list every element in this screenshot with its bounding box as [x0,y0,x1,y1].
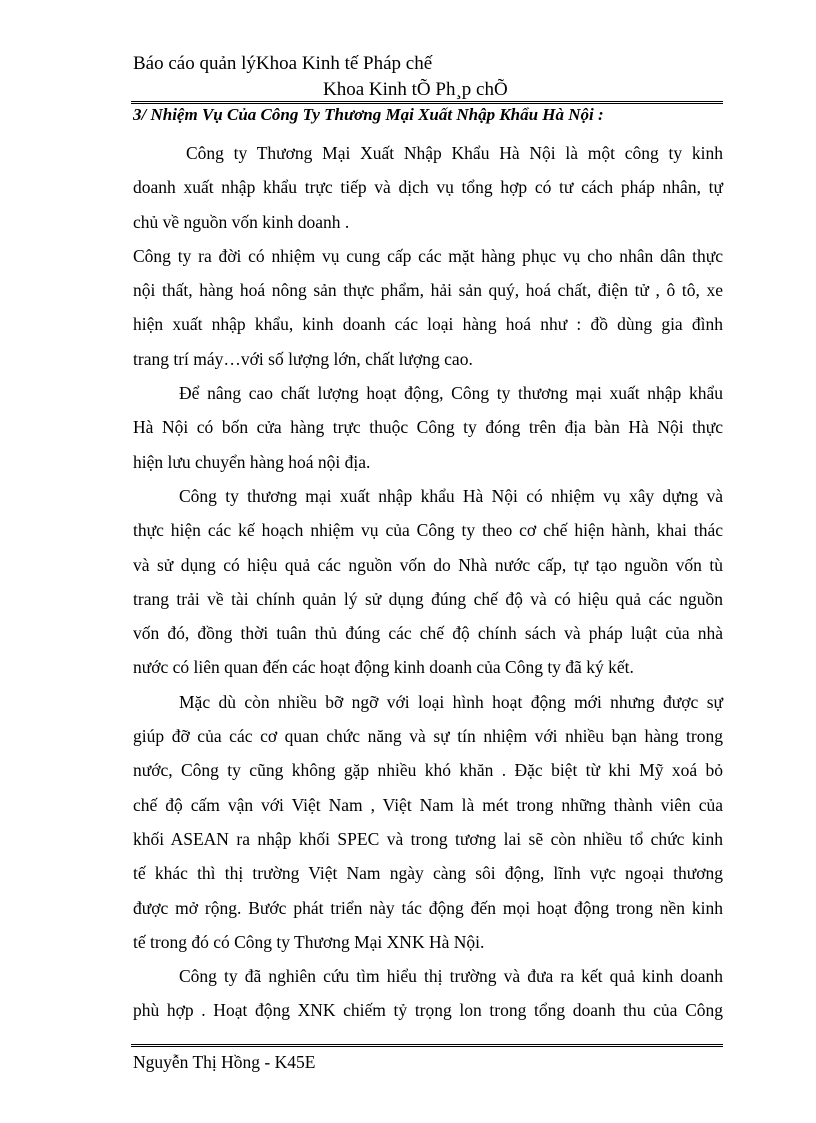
text-line: giúp đỡ của các cơ quan chức năng và sự tín nhiệm với nhiều bạn hàng trong [133,726,723,747]
text-line: được mở rộng. Bước phát triển này tác động đến mọi hoạt động trong nền kinh [133,897,723,918]
text-line: Công ty Thương Mại Xuất Nhập Khẩu Hà Nội là một công ty kinh [186,143,723,163]
footer-author: Nguyễn Thị Hồng - K45E [133,1052,316,1072]
footer-divider [131,1044,723,1047]
text-line: Công ty thương mại xuất nhập khẩu Hà Nội có nhiệm vụ xây dựng và [179,485,723,506]
header-subtitle: Khoa Kinh tÕ Ph¸p chÕ [323,79,508,100]
header-title: Báo cáo quản lýKhoa Kinh tế Pháp chế [133,53,433,74]
text-line: hiện xuất nhập khẩu, kinh doanh các loại hàng hoá như : đồ dùng gia đình [133,314,723,335]
text-line: nước, Công ty cũng không gặp nhiều khó khăn . Đặc biệt từ khi Mỹ xoá bỏ [133,760,723,781]
text-line: nước có liên quan đến các hoạt động kinh doanh của Công ty đã ký kết. [133,657,634,678]
text-line: thực hiện các kế hoạch nhiệm vụ của Công ty theo cơ chế hiện hành, khai thác [133,520,723,541]
text-line: Công ty đã nghiên cứu tìm hiểu thị trường và đưa ra kết quả kinh doanh [179,966,723,987]
text-line: tế khác thì thị trường Việt Nam ngày càng sôi động, lĩnh vực ngoại thương [133,863,723,884]
text-line: tế trong đó có Công ty Thương Mại XNK Hà Nội. [133,931,485,952]
text-line: Để nâng cao chất lượng hoạt động, Công ty thương mại xuất nhập khẩu [179,383,723,404]
text-line: trang trí máy…với số lượng lớn, chất lượng cao. [133,348,473,369]
text-line: Mặc dù còn nhiều bỡ ngỡ với loại hình hoạt động mới nhưng được sự [179,691,723,712]
text-line: và sử dụng có hiệu quả các nguồn vốn do Nhà nước cấp, tự tạo nguồn vốn tù [133,554,723,575]
body-text [133,136,723,1028]
text-line: Công ty ra đời có nhiệm vụ cung cấp các mặt hàng phục vụ cho nhân dân thực [133,245,723,266]
text-line: hiện lưu chuyển hàng hoá nội địa. [133,451,371,472]
text-line: vốn đó, đồng thời tuân thủ đúng các chế độ chính sách và pháp luật của nhà [133,623,723,644]
text-line: chế độ cấm vận với Việt Nam , Việt Nam là mét trong những thành viên của [133,794,723,815]
text-line: phù hợp . Hoạt động XNK chiếm tỷ trọng lon trong tổng doanh thu của Công [133,1000,723,1021]
text-line: khối ASEAN ra nhập khối SPEC và trong tương lai sẽ còn nhiều tổ chức kinh [133,828,723,849]
text-line: nội thất, hàng hoá nông sản thực phẩm, hải sản quý, hoá chất, điện tử , ô tô, xe [133,280,723,301]
section-heading: 3/ Nhiệm Vụ Của Công Ty Thương Mại Xuất Nhập Khẩu Hà Nội : [133,105,604,124]
text-line: trang trải về tài chính quản lý sử dụng đúng chế độ và có hiệu quả các nguồn [133,588,723,609]
text-line: chủ về nguồn vốn kinh doanh . [133,211,350,232]
text-line: Hà Nội có bốn cửa hàng trực thuộc Công ty đóng trên địa bàn Hà Nội thực [133,417,723,438]
text-line: doanh xuất nhập khẩu trực tiếp và dịch vụ tổng hợp có tư cách pháp nhân, tự [133,177,723,198]
